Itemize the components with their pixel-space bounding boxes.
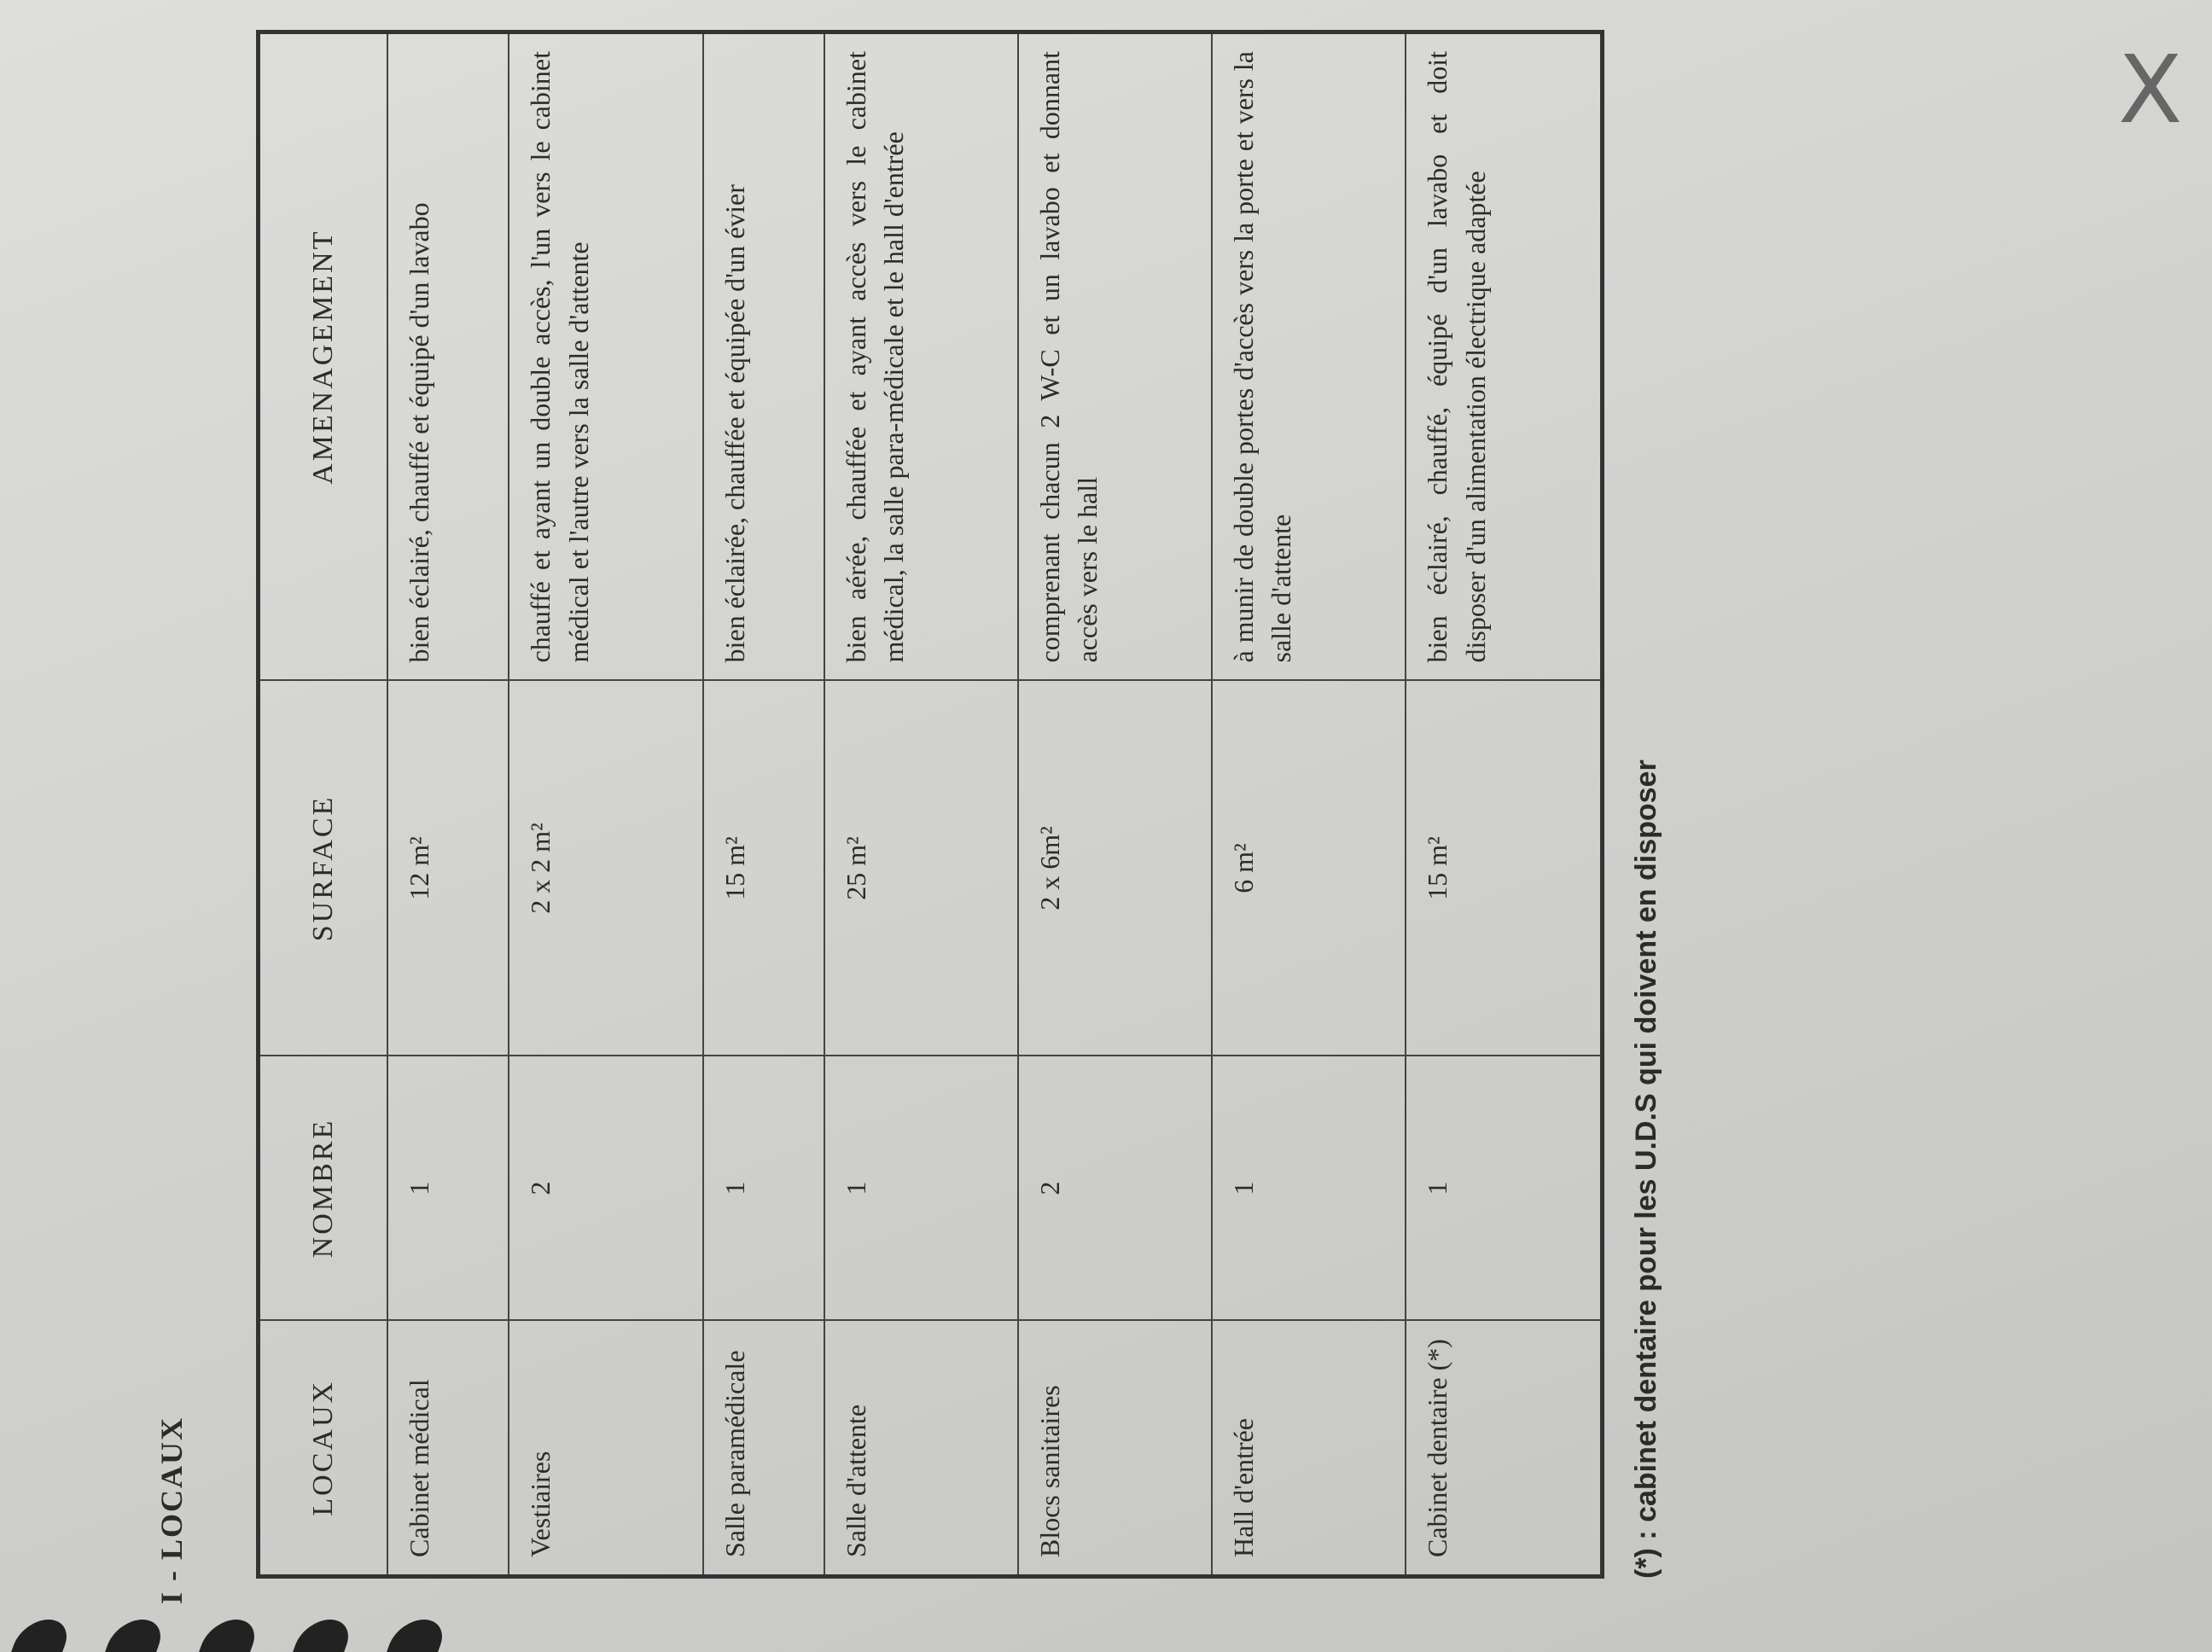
header-row: [259, 32, 388, 1577]
table-row: [387, 32, 509, 1577]
cell-nombre: 1: [824, 1056, 1018, 1321]
table-row: [1406, 32, 1602, 1577]
cell-amenagement: bien éclairée, chauffée et équipée d'un évier: [703, 32, 824, 681]
section-title: I - LOCAUX: [154, 1416, 189, 1604]
table-row: [824, 32, 1018, 1577]
cell-amenagement: bien aérée, chauffée et ayant accès vers le cabinet médical, la salle para-médicale et le hall d'entrée: [824, 32, 1018, 681]
header-nombre: NOMBRE: [259, 1056, 388, 1321]
cell-surface: 2 x 6m²: [1018, 681, 1212, 1056]
cell-nombre: 2: [509, 1056, 702, 1321]
header-surface: SURFACE: [259, 681, 388, 1056]
cell-surface: 15 m²: [703, 681, 824, 1056]
cell-locaux: Cabinet médical: [387, 1321, 509, 1577]
rotated-document: [154, 17, 1690, 1604]
cell-nombre: 2: [1018, 1056, 1212, 1321]
cell-locaux: Vestiaires: [509, 1321, 702, 1577]
cell-surface: 12 m²: [387, 681, 509, 1056]
cell-locaux: Blocs sanitaires: [1018, 1321, 1212, 1577]
footnote: (*) : cabinet dentaire pour les U.D.S qui doivent en disposer: [1630, 759, 1662, 1579]
cell-locaux: Salle d'attente: [824, 1321, 1018, 1577]
cell-nombre: 1: [1212, 1056, 1406, 1321]
header-locaux: LOCAUX: [259, 1321, 388, 1577]
cell-amenagement: chauffé et ayant un double accès, l'un vers le cabinet médical et l'autre vers la salle d'attente: [509, 32, 702, 681]
cell-surface: 6 m²: [1212, 681, 1406, 1056]
cell-nombre: 1: [703, 1056, 824, 1321]
cell-nombre: 1: [387, 1056, 509, 1321]
cell-surface: 25 m²: [824, 681, 1018, 1056]
cell-amenagement: bien éclairé, chauffé et équipé d'un lavabo: [387, 32, 509, 681]
cell-locaux: Hall d'entrée: [1212, 1321, 1406, 1577]
cell-amenagement: comprenant chacun 2 W-C et un lavabo et donnant accès vers le hall: [1018, 32, 1212, 681]
cell-surface: 2 x 2 m²: [509, 681, 702, 1056]
table-row: [1018, 32, 1212, 1577]
locaux-table: [256, 30, 1604, 1579]
cell-surface: 15 m²: [1406, 681, 1602, 1056]
cell-locaux: Salle paramédicale: [703, 1321, 824, 1577]
header-amenagement: AMENAGEMENT: [259, 32, 388, 681]
table-row: [509, 32, 702, 1577]
table-row: [703, 32, 824, 1577]
margin-mark: X: [2118, 35, 2183, 144]
cell-nombre: 1: [1406, 1056, 1602, 1321]
table-row: [1212, 32, 1406, 1577]
cell-amenagement: bien éclairé, chauffé, équipé d'un lavabo et doit disposer d'un alimentation électrique adaptée: [1406, 32, 1602, 681]
cell-locaux: Cabinet dentaire (*): [1406, 1321, 1602, 1577]
cell-amenagement: à munir de double portes d'accès vers la porte et vers la salle d'attente: [1212, 32, 1406, 681]
